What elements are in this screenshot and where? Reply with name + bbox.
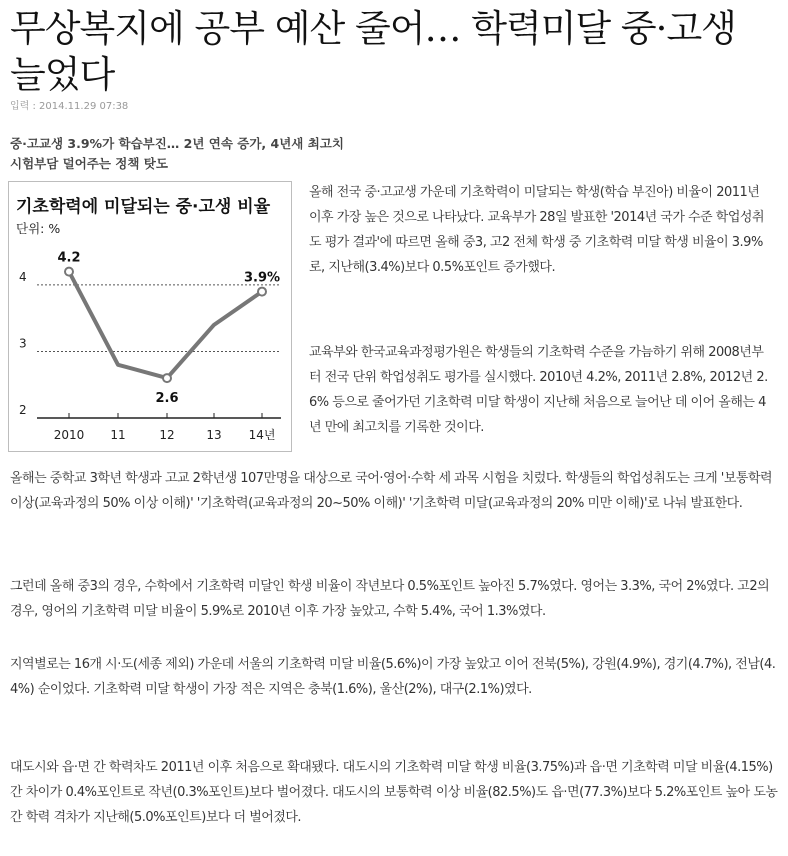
data-point xyxy=(258,288,266,296)
y-tick-label: 4 xyxy=(19,269,27,284)
y-tick-label: 2 xyxy=(19,403,27,417)
article-paragraph: 그런데 올해 중3의 경우, 수학에서 기초학력 미달인 학생 비율이 작년보다 0.5%포인트 높아진 5.7%였다. 영어는 3.3%, 국어 2%였다. 고2의 경우, 영어의 기초학력 미달 비율이 5.9%로 2010년 이후 가장 높았고, 수학 5.4%, 국어 1.3%였다. xyxy=(10,579,770,619)
article-subheads xyxy=(10,134,780,174)
article-paragraph: 대도시와 읍·면 간 학력차도 2011년 이후 처음으로 확대됐다. 대도시의 기초학력 미달 학생 비율(3.75%)과 읍·면 기초학력 미달 비율(4.15%) 간 차이가 0.4%포인트로 작년(0.3%포인트)보다 벌어졌다. 대도시의 보통학력 이상 비율(82.5%)도 읍·면(77.3%)보다 5.2%포인트 높아 도농 간 학력 격차가 지난해(5.0%포인트)보다 더 벌어졌다. xyxy=(10,760,778,825)
article-headline: 무상복지에 공부 예산 줄어… 학력미달 중·고생 늘었다 xyxy=(10,7,736,96)
subhead: 시험부담 덜어주는 정책 탓도 xyxy=(10,156,168,171)
chart-unit-label: 단위: % xyxy=(16,221,61,236)
article-paragraph: 교육부와 한국교육과정평가원은 학생들의 기초학력 수준을 가늠하기 위해 2008년부터 전국 단위 학업성취도 평가를 실시했다. 2010년 4.2%, 2011년 2.8%, 2012년 2.6% 등으로 줄어가던 기초학력 미달 학생이 지난해 처음으로 늘어난 데 이어 올해는 4년 만에 최고치를 기록한 것이다. xyxy=(309,345,768,435)
series-line xyxy=(69,272,262,378)
article-paragraph: 올해 전국 중·고교생 가운데 기초학력이 미달되는 학생(학습 부진아) 비율이 2011년 이후 가장 높은 것으로 나타났다. 교육부가 28일 발표한 '2014년 국가 수준 학업성취도 평가 결과'에 따르면 올해 중3, 고2 전체 학생 중 기초학력 미달 학생 비율이 3.9%로, 지난해(3.4%)보다 0.5%포인트 증가했다. xyxy=(309,185,765,275)
subhead: 중·고교생 3.9%가 학습부진… 2년 연속 증가, 4년새 최고치 xyxy=(10,136,344,151)
chart-title: 기초학력에 미달되는 중·고생 비율 xyxy=(16,197,271,217)
x-tick-label: 2010 xyxy=(53,428,85,442)
data-point xyxy=(65,268,73,276)
data-label: 4.2 xyxy=(57,250,81,266)
y-tick-label: 3 xyxy=(19,336,27,351)
x-tick-label: 11 xyxy=(110,428,126,442)
chart-figure xyxy=(8,181,292,452)
line-chart xyxy=(9,182,293,453)
x-tick-label: 13 xyxy=(206,428,222,442)
article-paragraph: 올해는 중학교 3학년 학생과 고교 2학년생 107만명을 대상으로 국어·영어·수학 세 과목 시험을 치렀다. 학생들의 학업성취도는 크게 '보통학력 이상(교육과정의 50% 이상 이해)' '기초학력(교육과정의 20~50% 이해)' '기초학력 미달(교육과정의 20% 미만 이해)'로 나눠 발표한다. xyxy=(10,471,773,511)
data-label: 3.9% xyxy=(243,270,281,286)
x-tick-label: 14년 xyxy=(248,428,276,442)
publish-date: 입력 : 2014.11.29 07:38 xyxy=(10,101,129,112)
data-label: 2.6 xyxy=(155,391,179,407)
data-point xyxy=(163,374,171,382)
article-paragraph: 지역별로는 16개 시·도(세종 제외) 가운데 서울의 기초학력 미달 비율(5.6%)이 가장 높았고 이어 전북(5%), 강원(4.9%), 경기(4.7%), 전남(4.4%) 순이었다. 기초학력 미달 학생이 가장 적은 지역은 충북(1.6%), 울산(2%), 대구(2.1%)였다. xyxy=(10,657,776,697)
x-tick-label: 12 xyxy=(159,428,175,442)
